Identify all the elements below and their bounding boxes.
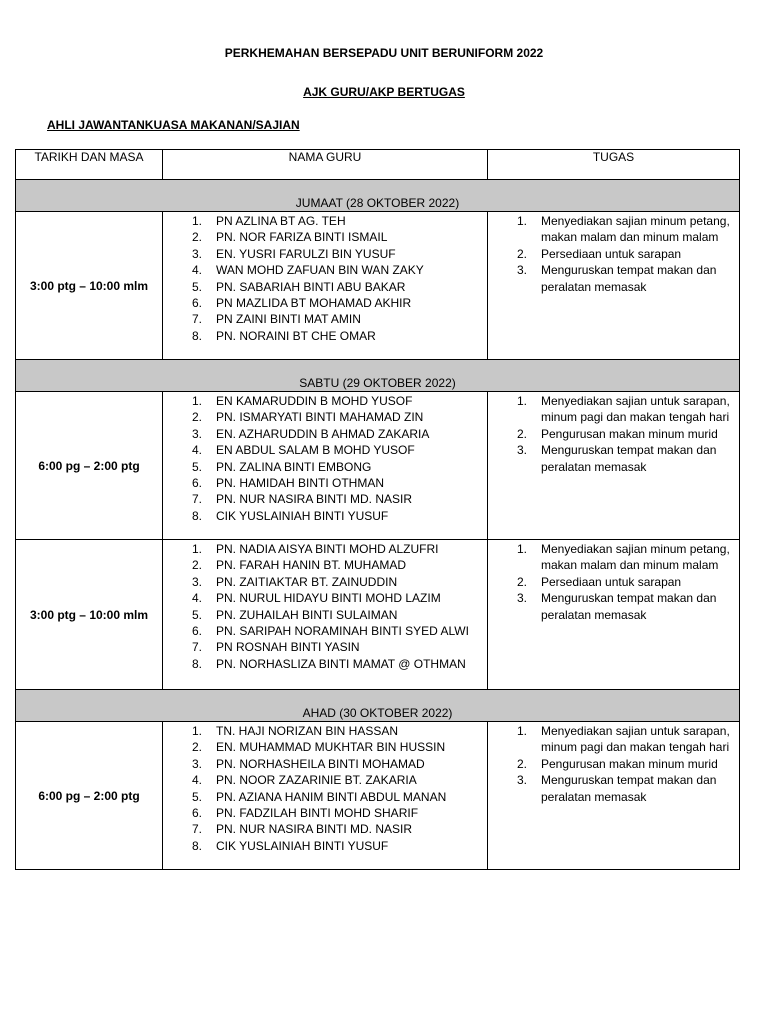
list-number: 3. bbox=[517, 773, 528, 788]
duty-text: Pengurusan makan minum murid bbox=[541, 426, 718, 441]
list-number: 3. bbox=[192, 426, 203, 441]
teacher-name: PN. NORHASLIZA BINTI MAMAT @ OTHMAN bbox=[216, 656, 466, 671]
list-number: 3. bbox=[517, 263, 528, 278]
teacher-names-cell bbox=[163, 722, 488, 870]
duty-text: Persediaan untuk sarapan bbox=[541, 574, 682, 589]
list-number: 2. bbox=[517, 426, 528, 441]
list-item bbox=[163, 279, 487, 295]
duty-text: Menyediakan sajian untuk sarapan, minum pagi dan makan tengah hari bbox=[541, 724, 730, 755]
list-item bbox=[163, 459, 487, 475]
list-item bbox=[488, 393, 739, 426]
duty-text: Persediaan untuk sarapan bbox=[541, 246, 682, 261]
shift-time: 3:00 ptg – 10:00 mlm bbox=[16, 540, 163, 690]
list-item bbox=[163, 491, 487, 507]
list-number: 3. bbox=[517, 591, 528, 606]
document-subtitle: AJK GURU/AKP BERTUGAS bbox=[303, 85, 465, 99]
list-item bbox=[163, 475, 487, 491]
teacher-name-list bbox=[163, 541, 487, 672]
teacher-name: PN. NORAINI BT CHE OMAR bbox=[216, 328, 376, 343]
duty-list bbox=[488, 723, 739, 805]
list-number: 2. bbox=[192, 558, 203, 573]
list-number: 3. bbox=[192, 574, 203, 589]
duty-text: Menguruskan tempat makan dan peralatan memasak bbox=[541, 443, 717, 474]
list-number: 5. bbox=[192, 789, 203, 804]
list-item bbox=[163, 311, 487, 327]
list-item bbox=[163, 607, 487, 623]
list-number: 4. bbox=[192, 443, 203, 458]
teacher-name: PN MAZLIDA BT MOHAMAD AKHIR bbox=[216, 296, 412, 311]
list-item bbox=[488, 723, 739, 756]
teacher-name: PN. HAMIDAH BINTI OTHMAN bbox=[216, 476, 385, 491]
list-item bbox=[163, 590, 487, 606]
section-heading: AHLI JAWANTANKUASA MAKANAN/SAJIAN bbox=[47, 118, 300, 132]
list-item bbox=[163, 574, 487, 590]
duties-cell bbox=[488, 722, 740, 870]
list-number: 4. bbox=[192, 263, 203, 278]
list-item bbox=[163, 723, 487, 739]
duty-text: Menguruskan tempat makan dan peralatan memasak bbox=[541, 591, 717, 622]
duty-text: Menyediakan sajian minum petang, makan malam dan minum malam bbox=[541, 214, 730, 245]
teacher-name: EN. MUHAMMAD MUKHTAR BIN HUSSIN bbox=[216, 740, 446, 755]
duty-table bbox=[15, 149, 740, 870]
list-item bbox=[163, 789, 487, 805]
list-number: 4. bbox=[192, 773, 203, 788]
teacher-name: PN. ZAITIAKTAR BT. ZAINUDDIN bbox=[216, 574, 398, 589]
teacher-name: PN. FARAH HANIN BT. MUHAMAD bbox=[216, 558, 407, 573]
teacher-name: WAN MOHD ZAFUAN BIN WAN ZAKY bbox=[216, 263, 424, 278]
teacher-name: PN. NORHASHEILA BINTI MOHAMAD bbox=[216, 756, 425, 771]
list-item bbox=[488, 541, 739, 574]
list-item bbox=[163, 393, 487, 409]
list-number: 1. bbox=[517, 724, 528, 738]
list-item bbox=[488, 756, 739, 772]
list-number: 5. bbox=[192, 607, 203, 622]
list-number: 7. bbox=[192, 312, 203, 327]
list-number: 7. bbox=[192, 640, 203, 655]
teacher-name: PN. AZIANA HANIM BINTI ABDUL MANAN bbox=[216, 789, 447, 804]
list-number: 1. bbox=[517, 542, 528, 556]
day-label: SABTU (29 OKTOBER 2022) bbox=[16, 360, 740, 392]
list-item bbox=[488, 246, 739, 262]
day-label: JUMAAT (28 OKTOBER 2022) bbox=[16, 180, 740, 212]
teacher-name: PN ZAINI BINTI MAT AMIN bbox=[216, 312, 361, 327]
list-item bbox=[488, 426, 739, 442]
teacher-name: PN. ZUHAILAH BINTI SULAIMAN bbox=[216, 607, 398, 622]
list-item bbox=[488, 213, 739, 246]
list-number: 1. bbox=[192, 542, 203, 556]
list-number: 1. bbox=[517, 214, 528, 228]
list-number: 8. bbox=[192, 328, 203, 343]
header-date-time: TARIKH DAN MASA bbox=[16, 150, 163, 180]
table-row bbox=[16, 722, 740, 870]
list-item bbox=[163, 772, 487, 788]
list-item bbox=[163, 262, 487, 278]
teacher-name: PN. SABARIAH BINTI ABU BAKAR bbox=[216, 279, 406, 294]
teacher-name: CIK YUSLAINIAH BINTI YUSUF bbox=[216, 508, 389, 523]
duty-text: Menguruskan tempat makan dan peralatan memasak bbox=[541, 773, 717, 804]
teacher-names-cell bbox=[163, 212, 488, 360]
list-number: 1. bbox=[192, 214, 203, 228]
list-number: 4. bbox=[192, 591, 203, 606]
teacher-name: PN. NURUL HIDAYU BINTI MOHD LAZIM bbox=[216, 591, 441, 606]
list-item bbox=[163, 246, 487, 262]
list-item bbox=[163, 541, 487, 557]
teacher-name: PN. NOOR ZAZARINIE BT. ZAKARIA bbox=[216, 773, 417, 788]
list-number: 5. bbox=[192, 279, 203, 294]
teacher-name: PN. NUR NASIRA BINTI MD. NASIR bbox=[216, 492, 413, 507]
list-item bbox=[488, 574, 739, 590]
teacher-name: EN. YUSRI FARULZI BIN YUSUF bbox=[216, 246, 396, 261]
teacher-name: PN ROSNAH BINTI YASIN bbox=[216, 640, 360, 655]
list-number: 2. bbox=[517, 574, 528, 589]
teacher-name: TN. HAJI NORIZAN BIN HASSAN bbox=[216, 724, 399, 738]
list-number: 5. bbox=[192, 459, 203, 474]
list-number: 7. bbox=[192, 822, 203, 837]
list-number: 3. bbox=[192, 756, 203, 771]
list-item bbox=[488, 772, 739, 805]
list-number: 8. bbox=[192, 838, 203, 853]
list-number: 1. bbox=[192, 724, 203, 738]
list-item bbox=[163, 838, 487, 854]
list-number: 2. bbox=[517, 756, 528, 771]
teacher-name: PN. ISMARYATI BINTI MAHAMAD ZIN bbox=[216, 410, 424, 425]
list-item bbox=[163, 426, 487, 442]
shift-time: 6:00 pg – 2:00 ptg bbox=[16, 392, 163, 540]
table-row bbox=[16, 392, 740, 540]
list-item bbox=[163, 557, 487, 573]
list-item bbox=[163, 442, 487, 458]
list-item bbox=[163, 409, 487, 425]
list-item bbox=[163, 739, 487, 755]
list-item bbox=[163, 328, 487, 344]
teacher-names-cell bbox=[163, 392, 488, 540]
list-item bbox=[163, 295, 487, 311]
list-item bbox=[163, 756, 487, 772]
list-number: 2. bbox=[517, 246, 528, 261]
list-number: 3. bbox=[192, 246, 203, 261]
table-row bbox=[16, 212, 740, 360]
duty-list bbox=[488, 393, 739, 475]
duty-text: Menguruskan tempat makan dan peralatan memasak bbox=[541, 263, 717, 294]
teacher-name: CIK YUSLAINIAH BINTI YUSUF bbox=[216, 838, 389, 853]
list-number: 2. bbox=[192, 740, 203, 755]
list-number: 6. bbox=[192, 806, 203, 821]
duty-text: Pengurusan makan minum murid bbox=[541, 756, 718, 771]
teacher-name: PN. ZALINA BINTI EMBONG bbox=[216, 459, 372, 474]
day-header-row bbox=[16, 690, 740, 722]
teacher-name-list bbox=[163, 393, 487, 524]
shift-time: 6:00 pg – 2:00 ptg bbox=[16, 722, 163, 870]
table-header-row bbox=[16, 150, 740, 180]
list-number: 3. bbox=[517, 443, 528, 458]
duties-cell bbox=[488, 212, 740, 360]
duty-list bbox=[488, 213, 739, 295]
duty-text: Menyediakan sajian minum petang, makan malam dan minum malam bbox=[541, 542, 730, 573]
duties-cell bbox=[488, 392, 740, 540]
list-number: 1. bbox=[517, 394, 528, 408]
list-number: 8. bbox=[192, 656, 203, 671]
duty-text: Menyediakan sajian untuk sarapan, minum pagi dan makan tengah hari bbox=[541, 394, 730, 425]
list-number: 2. bbox=[192, 230, 203, 245]
list-item bbox=[163, 213, 487, 229]
list-number: 2. bbox=[192, 410, 203, 425]
list-item bbox=[163, 508, 487, 524]
header-teacher-name: NAMA GURU bbox=[163, 150, 488, 180]
teacher-name: PN AZLINA BT AG. TEH bbox=[216, 214, 346, 228]
day-header-row bbox=[16, 180, 740, 212]
list-item bbox=[488, 590, 739, 623]
shift-time: 3:00 ptg – 10:00 mlm bbox=[16, 212, 163, 360]
list-number: 6. bbox=[192, 624, 203, 639]
list-number: 8. bbox=[192, 508, 203, 523]
list-number: 6. bbox=[192, 476, 203, 491]
day-label: AHAD (30 OKTOBER 2022) bbox=[16, 690, 740, 722]
teacher-name-list bbox=[163, 213, 487, 344]
list-item bbox=[163, 623, 487, 639]
duty-list bbox=[488, 541, 739, 623]
list-item bbox=[163, 805, 487, 821]
teacher-name: PN. FADZILAH BINTI MOHD SHARIF bbox=[216, 806, 419, 821]
teacher-name: PN. NADIA AISYA BINTI MOHD ALZUFRI bbox=[216, 542, 439, 556]
list-item bbox=[163, 229, 487, 245]
list-number: 1. bbox=[192, 394, 203, 408]
list-number: 6. bbox=[192, 296, 203, 311]
list-item bbox=[163, 656, 487, 672]
teacher-name: EN. AZHARUDDIN B AHMAD ZAKARIA bbox=[216, 426, 430, 441]
table-body bbox=[16, 180, 740, 870]
day-header-row bbox=[16, 360, 740, 392]
duties-cell bbox=[488, 540, 740, 690]
teacher-name-list bbox=[163, 723, 487, 854]
list-item bbox=[488, 262, 739, 295]
list-item bbox=[163, 639, 487, 655]
list-number: 7. bbox=[192, 492, 203, 507]
teacher-name: EN KAMARUDDIN B MOHD YUSOF bbox=[216, 394, 413, 408]
teacher-name: EN ABDUL SALAM B MOHD YUSOF bbox=[216, 443, 415, 458]
header-duties: TUGAS bbox=[488, 150, 740, 180]
teacher-name: PN. SARIPAH NORAMINAH BINTI SYED ALWI bbox=[216, 624, 469, 639]
teacher-name: PN. NOR FARIZA BINTI ISMAIL bbox=[216, 230, 388, 245]
list-item bbox=[163, 821, 487, 837]
list-item bbox=[488, 442, 739, 475]
document-title: PERKHEMAHAN BERSEPADU UNIT BERUNIFORM 2022 bbox=[224, 46, 544, 60]
table-row bbox=[16, 540, 740, 690]
teacher-name: PN. NUR NASIRA BINTI MD. NASIR bbox=[216, 822, 413, 837]
teacher-names-cell bbox=[163, 540, 488, 690]
